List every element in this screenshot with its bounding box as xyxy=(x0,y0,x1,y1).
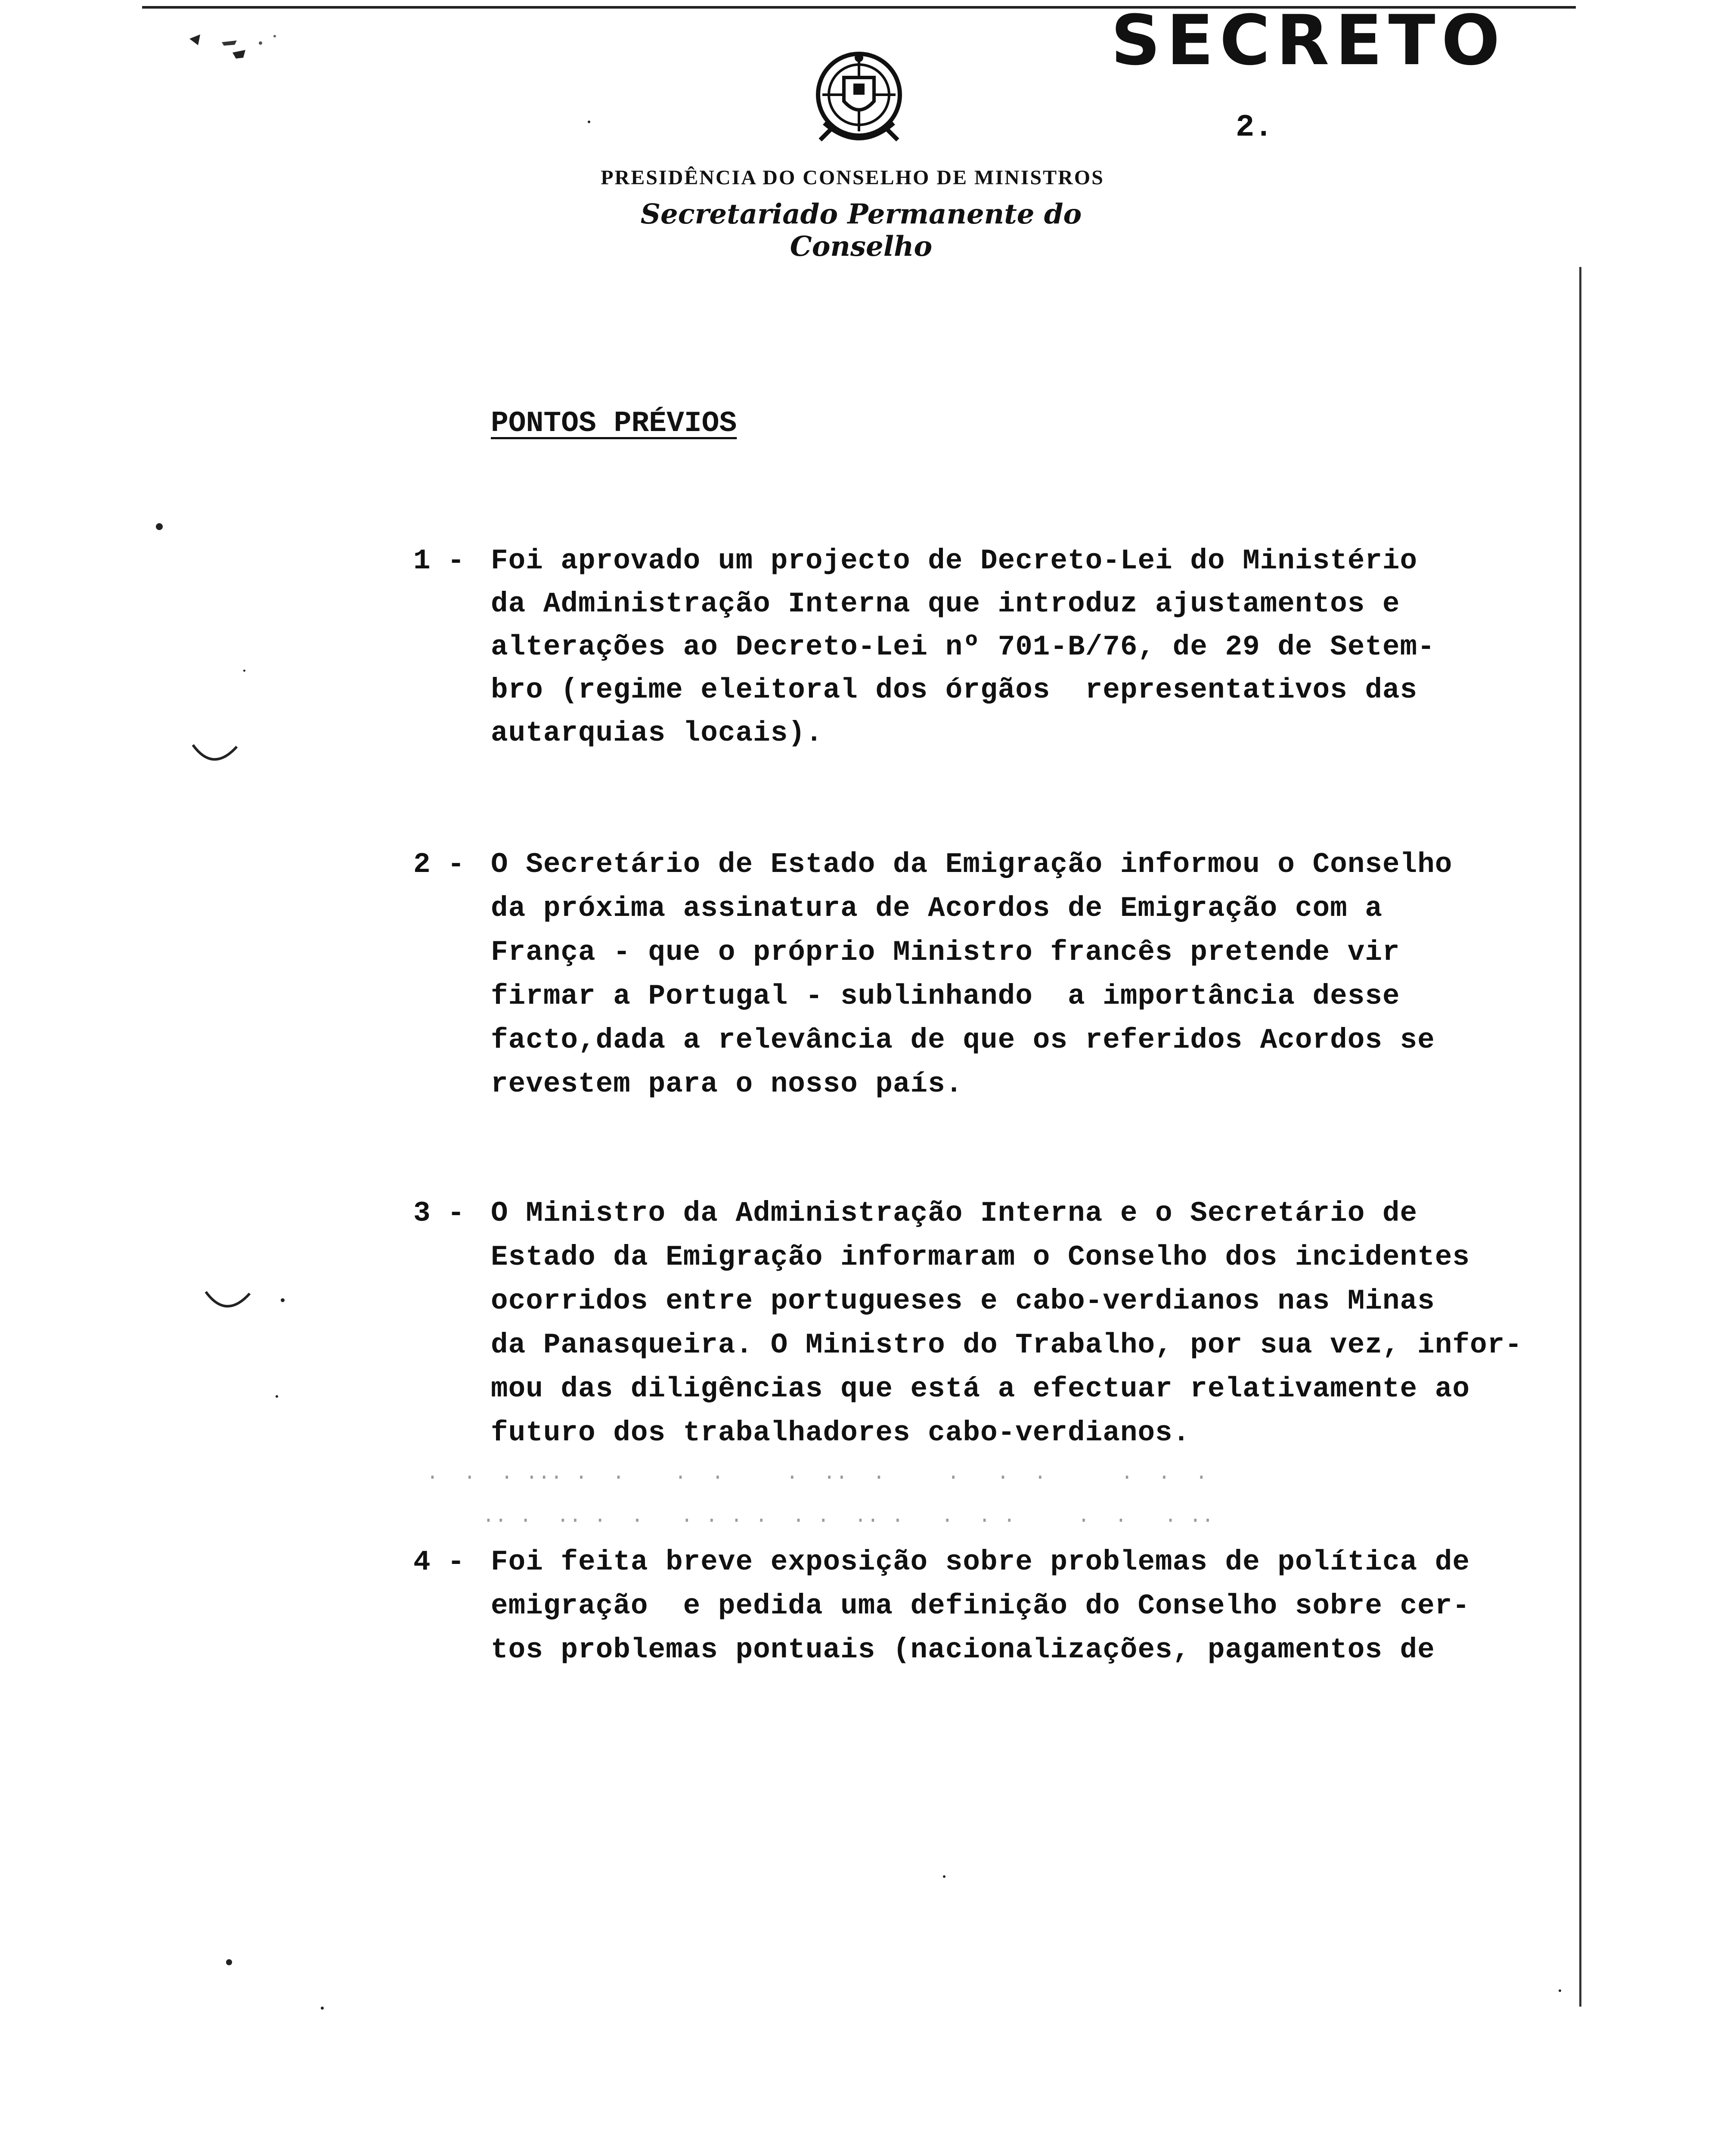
item-text-line: O Secretário de Estado da Emigração informou o Conselho xyxy=(491,848,1453,881)
department-name: Secretariado Permanente do Conselho xyxy=(640,198,1082,263)
section-heading: PONTOS PRÉVIOS xyxy=(491,407,737,440)
item-text-line: Foi feita breve exposição sobre problemas de política de xyxy=(491,1546,1470,1578)
organization-name: PRESIDÊNCIA DO CONSELHO DE MINISTROS xyxy=(601,166,1104,189)
margin-dot xyxy=(226,1959,232,1965)
item-text-line: da Panasqueira. O Ministro do Trabalho, por sua vez, infor- xyxy=(491,1329,1522,1361)
item-text-line: bro (regime eleitoral dos órgãos representativos das xyxy=(491,674,1418,706)
margin-dot xyxy=(588,121,590,123)
page-number: 2. xyxy=(1236,110,1273,145)
item-text-line: alterações ao Decreto-Lei nº 701-B/76, de 29 de Setem- xyxy=(491,631,1435,663)
item-text-line: da próxima assinatura de Acordos de Emigração com a xyxy=(491,892,1383,924)
item-text-line: autarquias locais). xyxy=(491,717,823,749)
margin-dot xyxy=(1559,1989,1561,1992)
item-text-line: facto,dada a relevância de que os referidos Acordos se xyxy=(491,1024,1435,1056)
item-text-line: França - que o próprio Ministro francês pretende vir xyxy=(491,936,1400,968)
item-text-line: futuro dos trabalhadores cabo-verdianos. xyxy=(491,1417,1190,1449)
item-text-line: da Administração Interna que introduz ajustamentos e xyxy=(491,588,1400,620)
margin-dot xyxy=(321,2007,324,2010)
margin-check-mark xyxy=(189,741,241,771)
item-text-line: emigração e pedida uma definição do Conselho sobre cer- xyxy=(491,1590,1470,1622)
margin-dot xyxy=(243,670,245,672)
item-text-line: firmar a Portugal - sublinhando a importância desse xyxy=(491,980,1400,1012)
margin-dot xyxy=(281,1298,285,1302)
item-text-line: tos problemas pontuais (nacionalizações, pagamentos de xyxy=(491,1634,1435,1666)
item-text-line: Foi aprovado um projecto de Decreto-Lei do Ministério xyxy=(491,545,1418,577)
item-number: 3 - xyxy=(413,1197,465,1229)
item-text-line: Estado da Emigração informaram o Conselho dos incidentes xyxy=(491,1241,1470,1273)
item-number: 1 - xyxy=(413,545,465,577)
item-text-line: O Ministro da Administração Interna e o Secretário de xyxy=(491,1197,1418,1229)
scan-speck-mark xyxy=(181,22,319,69)
margin-dot xyxy=(276,1395,278,1398)
margin-dot xyxy=(943,1875,946,1878)
item-text-line: revestem para o nosso país. xyxy=(491,1068,963,1100)
item-number: 4 - xyxy=(413,1546,465,1578)
faded-redacted-line: · · · ··· · · · · · ·· · · · · · · · xyxy=(426,1466,1208,1489)
right-margin-rule xyxy=(1579,267,1581,2007)
coat-of-arms-seal-icon xyxy=(805,47,913,151)
item-text-line: ocorridos entre portugueses e cabo-verdianos nas Minas xyxy=(491,1285,1435,1317)
classification-stamp: SECRETO xyxy=(1111,0,1506,81)
margin-dot xyxy=(156,523,163,530)
margin-check-mark xyxy=(202,1287,254,1318)
item-number: 2 - xyxy=(413,848,465,881)
item-text-line: mou das diligências que está a efectuar relativamente ao xyxy=(491,1373,1470,1405)
faded-redacted-line: ·· · ·· · · · · · · · · ·· · · · · · · · ·· xyxy=(482,1509,1214,1533)
